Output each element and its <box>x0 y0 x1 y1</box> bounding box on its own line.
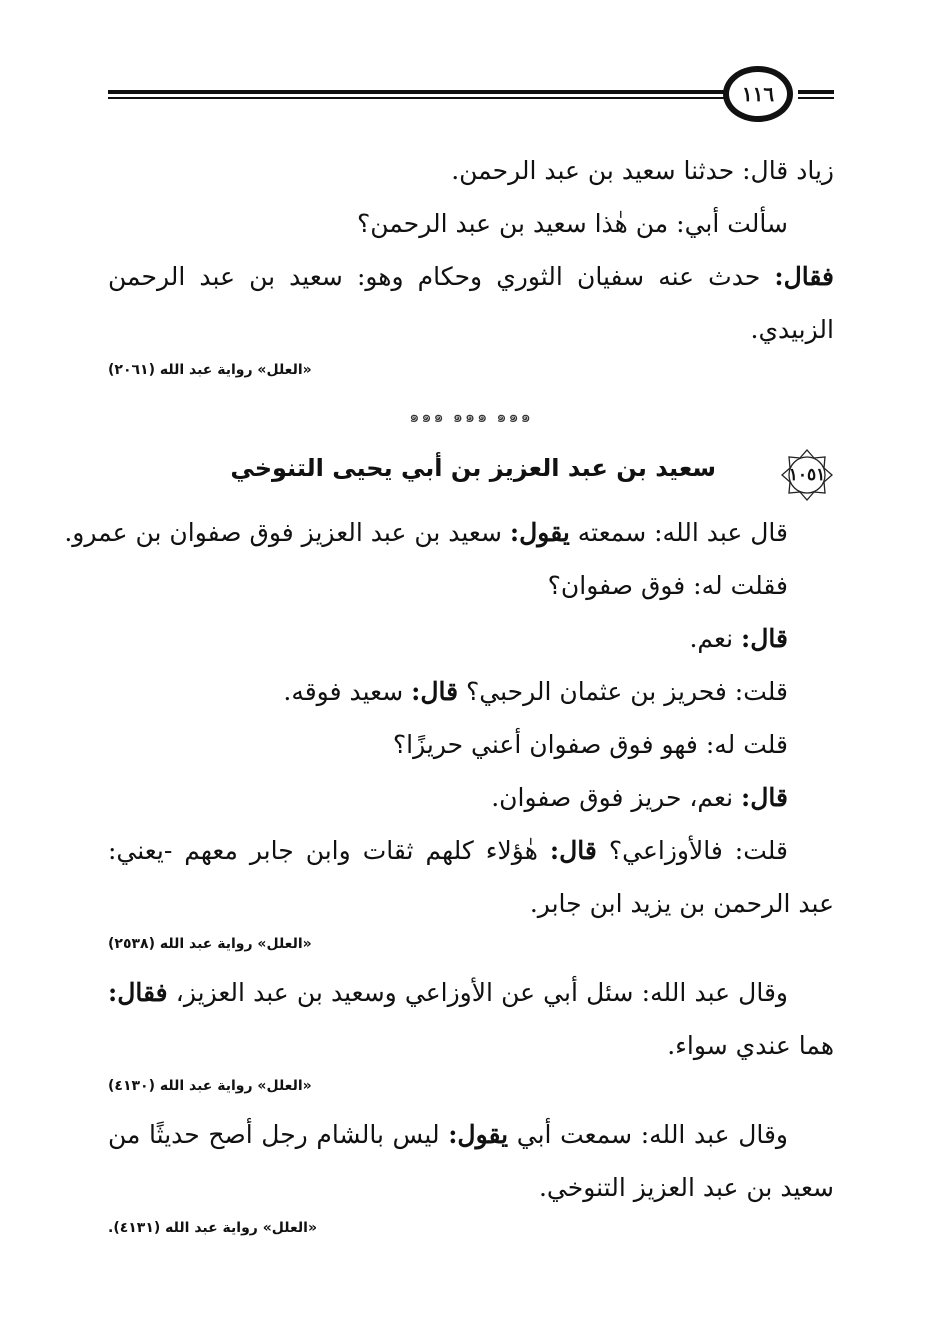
source-citation <box>108 356 834 384</box>
source-text: «العلل» رواية عبد الله (٤١٣٠) <box>108 1078 312 1094</box>
text-span: نعم، حريز فوق صفوان. <box>491 783 742 812</box>
text-line: سعيد بن عبد العزيز التنوخي. <box>538 1173 834 1202</box>
source-text: «العلل» رواية عبد الله (٢٥٣٨) <box>108 936 312 952</box>
page-number: ١١٦ <box>723 66 793 122</box>
section-ornament: ๑๑๑ ๑๑๑ ๑๑๑ <box>409 407 533 426</box>
source-citation <box>108 1214 834 1242</box>
text-line <box>108 612 834 665</box>
text-line <box>108 966 834 1019</box>
keyword: قال: <box>411 677 459 706</box>
entry-number: ١٠٥١ <box>788 465 826 485</box>
keyword: قال: <box>741 783 788 812</box>
text-line: سألت أبي: من هٰذا سعيد بن عبد الرحمن؟ <box>356 209 788 238</box>
text-span: نعم. <box>689 624 742 653</box>
entry-title: سعيد بن عبد العزيز بن أبي يحيى التنوخي <box>230 454 716 482</box>
keyword: يقول: <box>509 518 570 547</box>
text-span: وقال عبد الله: سئل أبي عن الأوزاعي وسعيد بن عبد العزيز، <box>167 978 788 1007</box>
text-line: قلت له: فهو فوق صفوان أعني حريزًا؟ <box>392 730 788 759</box>
source-citation <box>108 1072 834 1100</box>
page-body <box>64 144 834 1242</box>
text-line: هما عندي سواء. <box>667 1031 834 1060</box>
text-span: سعيد بن عبد العزيز فوق صفوان بن عمرو. <box>64 518 510 547</box>
text-line <box>108 665 834 718</box>
text-line <box>108 771 834 824</box>
text-line <box>108 1108 834 1161</box>
text-span: وقال عبد الله: سمعت أبي <box>508 1120 788 1149</box>
page-header <box>108 66 834 128</box>
text-span: سعيد فوقه. <box>283 677 412 706</box>
keyword: يقول: <box>448 1120 509 1149</box>
text-span: ليس بالشام رجل أصح حديثًا من <box>108 1120 449 1149</box>
entry-number-badge <box>780 448 834 502</box>
header-rule <box>798 97 834 99</box>
keyword: قال: <box>549 836 597 865</box>
source-citation <box>108 930 834 958</box>
entry-heading <box>108 446 834 506</box>
keyword: فقال: <box>108 978 168 1007</box>
text-line <box>64 506 834 559</box>
text-span: قلت: فحريز بن عثمان الرحبي؟ <box>458 677 788 706</box>
header-rule <box>108 97 724 99</box>
text-span: قال عبد الله: سمعته <box>569 518 788 547</box>
text-line <box>108 824 834 877</box>
text-line: فقلت له: فوق صفوان؟ <box>547 571 788 600</box>
keyword: فقال: <box>774 262 834 291</box>
text-line <box>108 250 834 303</box>
text-span: قلت: فالأوزاعي؟ <box>596 836 788 865</box>
text-line: زياد قال: حدثنا سعيد بن عبد الرحمن. <box>451 156 834 185</box>
header-rule <box>798 90 834 94</box>
text-span: حدث عنه سفيان الثوري وحكام وهو: سعيد بن عبد الرحمن <box>108 262 775 291</box>
source-text: «العلل» رواية عبد الله (٢٠٦١) <box>108 362 312 378</box>
text-line: الزبيدي. <box>750 315 834 344</box>
text-line: عبد الرحمن بن يزيد ابن جابر. <box>529 889 834 918</box>
header-rule <box>108 90 724 94</box>
keyword: قال: <box>741 624 788 653</box>
text-span: هٰؤلاء كلهم ثقات وابن جابر معهم -يعني: <box>108 836 550 865</box>
source-text: «العلل» رواية عبد الله (٤١٣١). <box>108 1220 317 1236</box>
